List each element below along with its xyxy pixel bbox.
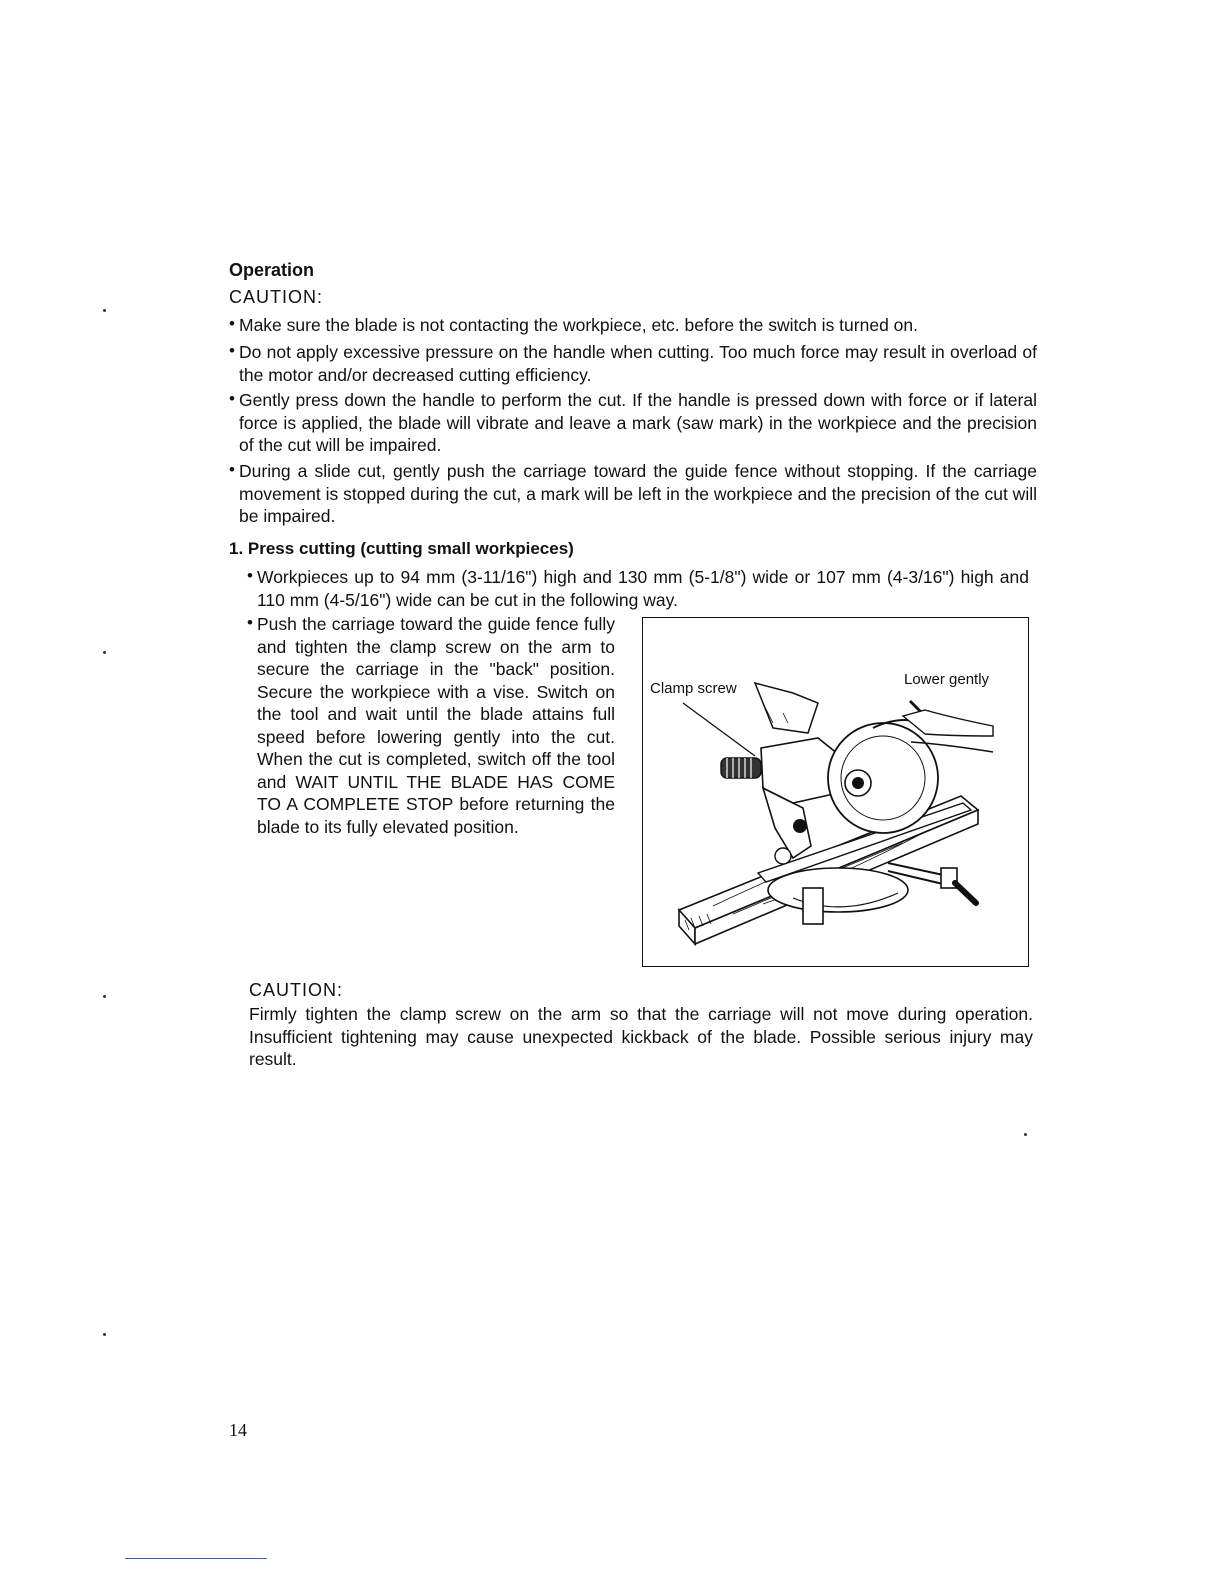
bullet-icon: •: [247, 566, 253, 585]
bottom-rule: [125, 1558, 267, 1559]
list-item: • Do not apply excessive pressure on the handle when cutting. Too much force may result in overload of the motor and/or decreased cutting efficiency.: [229, 341, 1037, 385]
scan-dot: [103, 1333, 106, 1336]
bullet-icon: •: [229, 341, 235, 360]
lower-gently-label: Lower gently: [904, 671, 990, 688]
scan-dot: [103, 309, 106, 312]
bullet-icon: •: [247, 613, 253, 632]
page-number: 14: [229, 1420, 247, 1440]
scan-dot: [1024, 1133, 1027, 1136]
subsection-heading: 1. Press cutting (cutting small workpieces): [229, 539, 574, 558]
caution-label: CAUTION:: [229, 287, 324, 307]
bullet-icon: •: [229, 460, 235, 479]
figure-miter-saw: [642, 617, 1029, 967]
list-item: • Make sure the blade is not contacting the workpiece, etc. before the switch is turned on.: [229, 314, 918, 335]
list-item: • Workpieces up to 94 mm (3-11/16") high and 130 mm (5-1/8") wide or 107 mm (4-3/16") high and 110 mm (4-5/16") wide can be cut in the following way.: [247, 566, 1029, 610]
list-item: • During a slide cut, gently push the carriage toward the guide fence without stopping. If the carriage movement is stopped during the cut, a mark will be left in the workpiece and the precision of the cut will be impaired.: [229, 460, 1037, 526]
caution-label-2: CAUTION:: [249, 980, 344, 1000]
list-item: • Push the carriage toward the guide fence fully and tighten the clamp screw on the arm to secure the carriage in the "back" position. Secure the workpiece with a vise. Switch on the tool and wait until the blade attains full speed before lowering gently into the cut. When the cut is completed, switch off the tool and WAIT UNTIL THE BLADE HAS COME TO A COMPLETE STOP before returning the blade to its fully elevated position.: [247, 613, 615, 837]
section-heading: Operation: [229, 260, 315, 280]
scan-dot: [103, 995, 106, 998]
bullet-icon: •: [229, 389, 235, 408]
bullet-icon: •: [229, 314, 235, 333]
clamp-screw-label: Clamp screw: [650, 680, 737, 697]
scan-dot: [103, 651, 106, 654]
miter-saw-illustration: [643, 618, 1030, 968]
list-item: • Gently press down the handle to perform the cut. If the handle is pressed down with force or if lateral force is applied, the blade will vibrate and leave a mark (saw mark) in the workpiece and the precision of the cut will be impaired.: [229, 389, 1037, 455]
caution-text: Firmly tighten the clamp screw on the arm so that the carriage will not move during operation. Insufficient tightening may cause unexpected kickback of the blade. Possible serious injury may result.: [249, 1004, 1033, 1069]
